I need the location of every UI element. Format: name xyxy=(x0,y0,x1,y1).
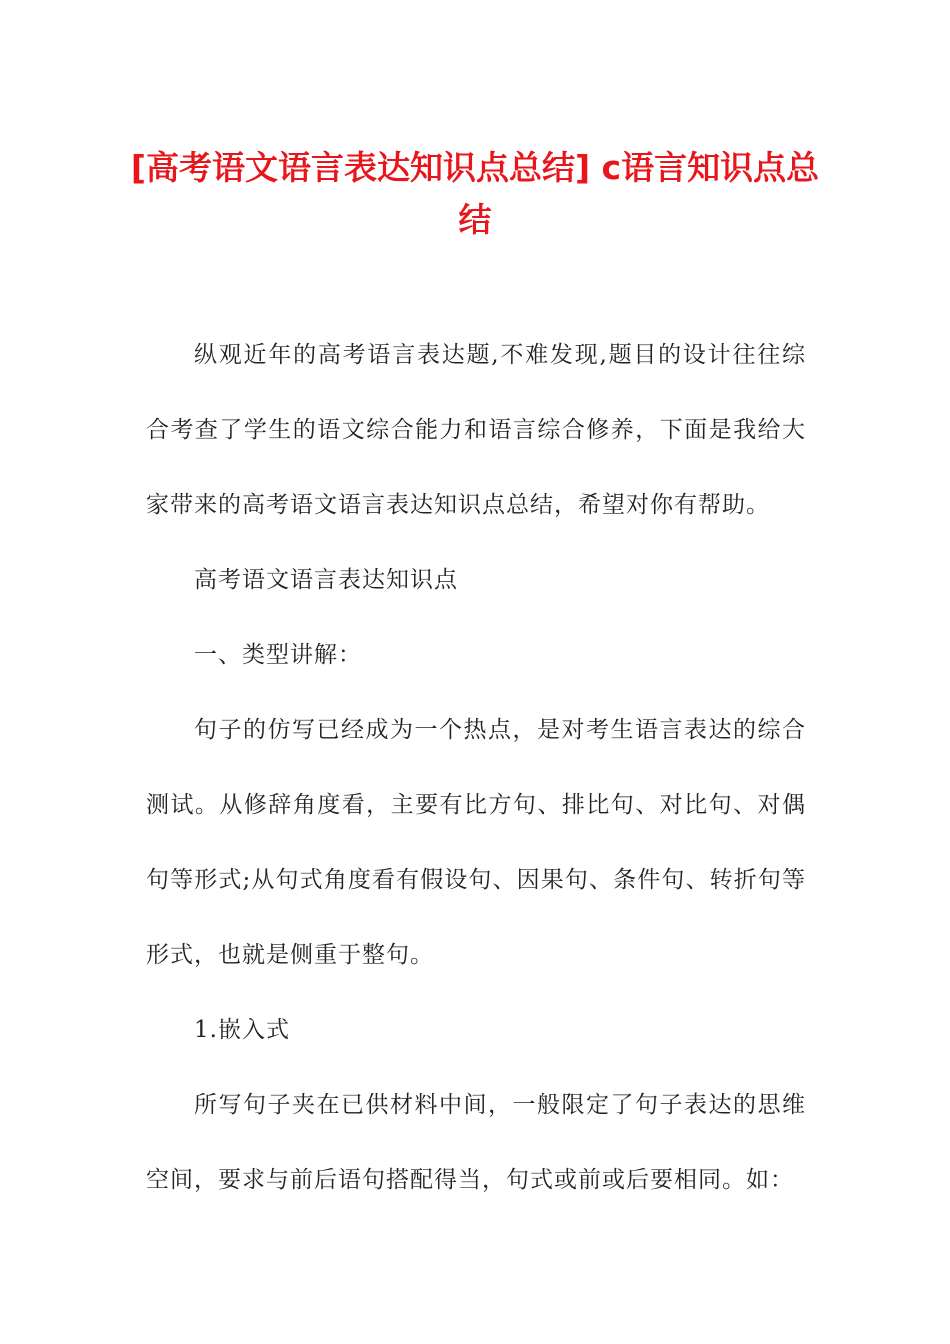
document-title: [高考语文语言表达知识点总结] c语言知识点总结 xyxy=(130,148,820,239)
paragraph-section-title: 一、类型讲解： xyxy=(194,642,362,668)
paragraph-embedded-type: 1.嵌入式 xyxy=(194,1017,290,1043)
document-body xyxy=(146,318,806,1218)
paragraph-heading: 高考语文语言表达知识点 xyxy=(194,567,458,593)
paragraph-sentence-imitation: 句子的仿写已经成为一个热点，是对考生语言表达的综合测试。从修辞角度看，主要有比方句、排比句、对比句、对偶句等形式;从句式角度看有假设句、因果句、条件句、转折句等形式，也就是侧重于整句。 xyxy=(146,717,806,968)
paragraph-embedded-description: 所写句子夹在已供材料中间，一般限定了句子表达的思维空间，要求与前后语句搭配得当，句式或前或后要相同。如： xyxy=(146,1092,806,1193)
paragraph-intro: 纵观近年的高考语言表达题,不难发现,题目的设计往往综合考查了学生的语文综合能力和语言综合修养，下面是我给大家带来的高考语文语言表达知识点总结，希望对你有帮助。 xyxy=(146,342,806,518)
